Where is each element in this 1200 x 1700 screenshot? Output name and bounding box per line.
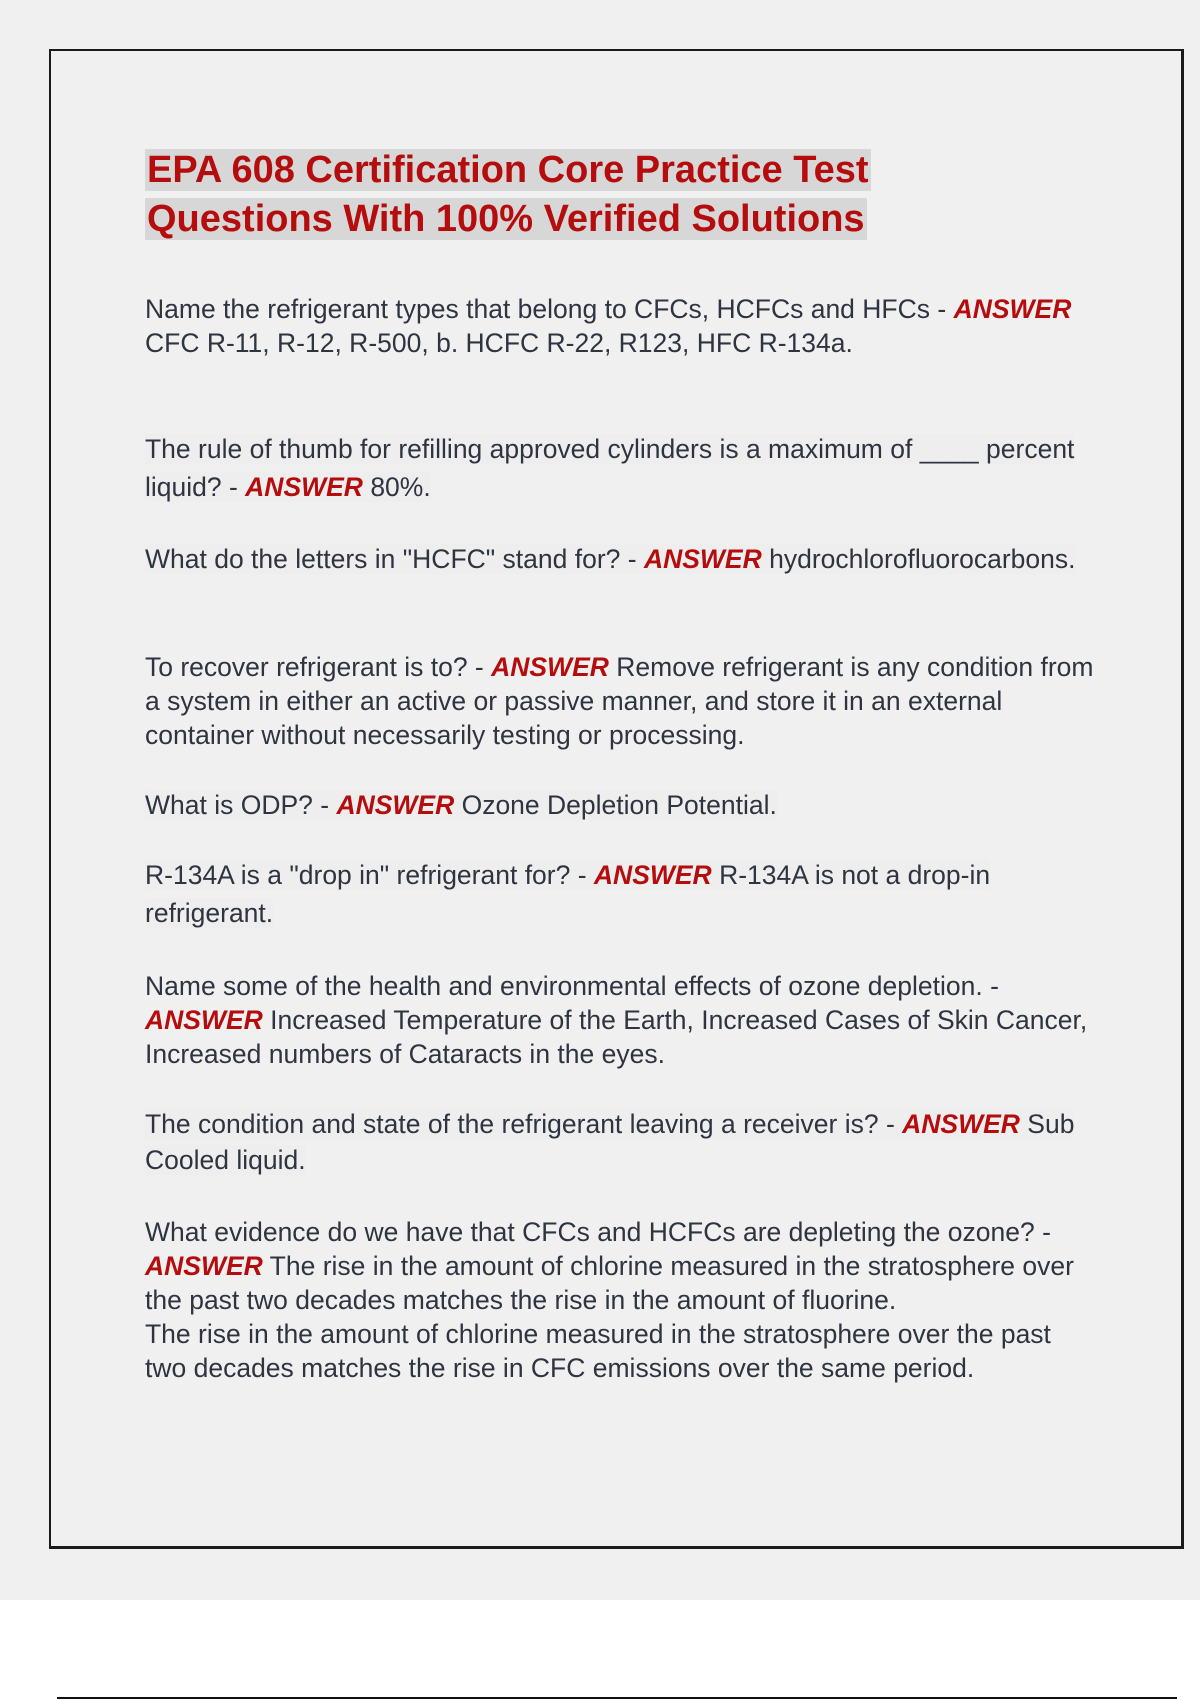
title-line-2: Questions With 100% Verified Solutions	[147, 198, 865, 240]
qa-item-6	[145, 856, 1095, 932]
question-text: Name some of the health and environmental effects of ozone depletion. -	[145, 971, 999, 1001]
qa-item-1	[145, 292, 1095, 360]
answer-label: ANSWER	[643, 544, 762, 574]
answer-text: CFC R-11, R-12, R-500, b. HCFC R-22, R123, HFC R-134a.	[145, 328, 853, 358]
title-line-1: EPA 608 Certification Core Practice Test	[147, 149, 869, 191]
answer-text-continued: The rise in the amount of chlorine measured in the stratosphere over the past two decades matches the rise in CFC emissions over the same period.	[145, 1319, 1051, 1383]
answer-label: ANSWER	[336, 790, 455, 820]
qa-item-7	[145, 969, 1095, 1071]
answer-text: The rise in the amount of chlorine measured in the stratosphere over the past two decades matches the rise in the amount of fluorine.	[145, 1251, 1074, 1315]
qa-item-9	[145, 1215, 1095, 1385]
question-text: Name the refrigerant types that belong to CFCs, HCFCs and HFCs -	[145, 294, 954, 324]
qa-item-4	[145, 650, 1095, 752]
answer-text: Increased Temperature of the Earth, Increased Cases of Skin Cancer, Increased numbers of Cataracts in the eyes.	[145, 1005, 1088, 1069]
document-title	[145, 146, 1045, 244]
answer-text: Sub Cooled liquid.	[145, 1109, 1075, 1175]
question-text: What is ODP? -	[145, 790, 337, 820]
question-text: R-134A is a "drop in" refrigerant for? -	[145, 860, 594, 890]
answer-text: R-134A is not a drop-in refrigerant.	[145, 860, 991, 928]
question-text: What evidence do we have that CFCs and HCFCs are depleting the ozone? -	[145, 1217, 1051, 1247]
answer-text: 80%.	[362, 472, 431, 502]
question-text: The rule of thumb for refilling approved cylinders is a maximum of ____ percent liquid? -	[145, 434, 1075, 502]
answer-label: ANSWER	[145, 1251, 263, 1281]
answer-label: ANSWER	[953, 294, 1072, 324]
question-text: What do the letters in "HCFC" stand for? -	[145, 544, 644, 574]
answer-text: Ozone Depletion Potential.	[454, 790, 777, 820]
qa-item-2	[145, 430, 1095, 506]
answer-label: ANSWER	[245, 472, 363, 502]
footer-divider	[57, 1697, 1177, 1699]
question-text: To recover refrigerant is to? -	[145, 652, 492, 682]
qa-item-5	[145, 788, 1095, 822]
answer-text: Remove refrigerant is any condition from a system in either an active or passive manner, and store it in an external container without necessarily testing or processing.	[145, 652, 1094, 750]
answer-text: hydrochlorofluorocarbons.	[761, 544, 1076, 574]
qa-item-8	[145, 1106, 1095, 1178]
answer-label: ANSWER	[491, 652, 609, 682]
question-text: The condition and state of the refrigerant leaving a receiver is? -	[145, 1109, 903, 1139]
qa-item-3	[145, 540, 1095, 578]
answer-label: ANSWER	[145, 1005, 263, 1035]
answer-label: ANSWER	[593, 860, 712, 890]
answer-label: ANSWER	[902, 1109, 1020, 1139]
